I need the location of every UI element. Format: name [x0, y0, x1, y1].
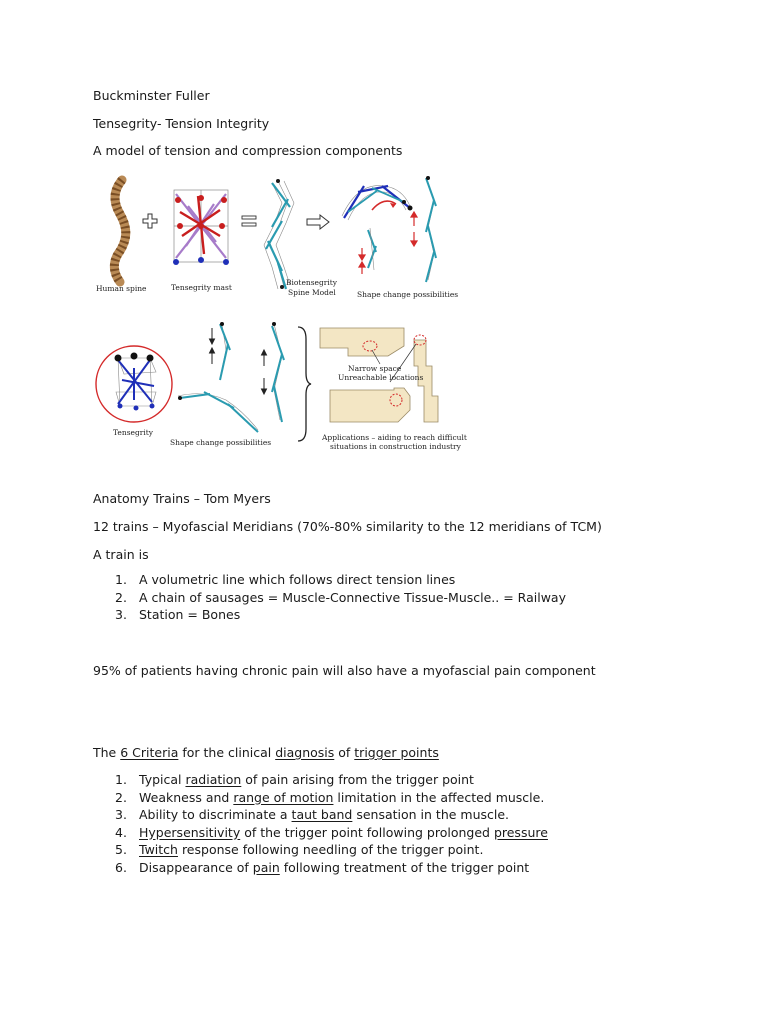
tensegrity-mast-illustration [168, 186, 234, 268]
list-underlined-term: pressure [493, 824, 548, 840]
caption-biotensegrity-1: Biotensegrity [286, 278, 338, 287]
criteria-heading-underlined: diagnosis [275, 745, 335, 760]
list-text: following treatment of the trigger point [279, 859, 530, 875]
list-underlined-term: Hypersensitivity [139, 824, 241, 840]
list-item [115, 771, 548, 789]
caption-biotensegrity-2: Spine Model [288, 288, 336, 297]
doc-line-tensegrity: Tensegrity- Tension Integrity [93, 116, 270, 131]
criteria-heading-text: The [93, 745, 121, 760]
list-item [115, 806, 548, 824]
equals-sign-icon [241, 214, 257, 228]
criteria-heading-text: for the clinical [178, 745, 276, 760]
caption-narrow-2: Unreachable locations [338, 373, 424, 382]
list-text: response following needling of the trigger point. [177, 842, 484, 857]
list-number: 3. [115, 607, 127, 622]
transform-arrow-icon [306, 214, 330, 230]
list-text: limitation in the affected muscle. [333, 789, 545, 805]
criteria-list [115, 771, 548, 876]
train-is-line: A train is [93, 547, 149, 562]
doc-line-model: A model of tension and compression components [93, 143, 403, 158]
list-text: Station = Bones [139, 607, 241, 622]
anatomy-trains-title: Anatomy Trains – Tom Myers [93, 491, 271, 506]
plus-sign-icon [143, 214, 157, 228]
list-number: 2. [115, 589, 127, 605]
curly-brace-icon [296, 325, 312, 443]
caption-applications-1: Applications – aiding to reach difficult [322, 433, 467, 442]
list-text: Typical [139, 772, 186, 787]
shape-change-top-illustration [338, 172, 444, 290]
list-text: of pain arising from the trigger point [241, 772, 474, 787]
caption-shape-change-top: Shape change possibilities [357, 290, 459, 299]
list-item [115, 841, 548, 859]
list-number: 1. [115, 572, 127, 587]
list-item [115, 571, 566, 589]
myofascial-meridians-line: 12 trains – Myofascial Meridians (70%-80% similarity to the 12 meridians of TCM) [93, 519, 602, 534]
caption-tensegrity-mast: Tensegrity mast [171, 283, 232, 292]
caption-narrow-1: Narrow space [348, 364, 402, 373]
shape-change-bottom-illustration [174, 320, 294, 438]
list-text: of the trigger point following prolonged [240, 824, 494, 840]
list-underlined-term: Twitch [139, 842, 178, 857]
human-spine-illustration [100, 178, 140, 283]
list-text: A chain of sausages = Muscle-Connective Tissue-Muscle.. = Railway [139, 589, 566, 605]
list-underlined-term: taut band [291, 807, 353, 822]
list-text: Disappearance of [139, 859, 253, 875]
criteria-heading-underlined: trigger points [354, 745, 439, 760]
caption-shape-change-bottom: Shape change possibilities [170, 438, 272, 447]
list-number: 5. [115, 842, 127, 857]
criteria-heading [93, 745, 439, 760]
list-text: Weakness and [139, 789, 234, 805]
list-number: 1. [115, 772, 127, 787]
list-item [115, 589, 566, 607]
criteria-heading-text: of [334, 745, 355, 760]
caption-applications-2: situations in construction industry [330, 442, 461, 451]
list-number: 6. [115, 859, 127, 875]
list-underlined-term: radiation [185, 772, 242, 787]
list-number: 3. [115, 807, 127, 822]
chronic-pain-statement: 95% of patients having chronic pain will also have a myofascial pain component [93, 663, 596, 678]
doc-line-author: Buckminster Fuller [93, 88, 210, 103]
list-item [115, 859, 548, 877]
list-item [115, 824, 548, 842]
criteria-heading-underlined: 6 Criteria [120, 745, 179, 760]
list-text: sensation in the muscle. [352, 807, 510, 822]
list-text: A volumetric line which follows direct tension lines [139, 572, 456, 587]
tensegrity-circle-illustration [94, 340, 174, 426]
list-underlined-term: pain [252, 859, 280, 875]
list-item [115, 789, 548, 807]
list-text: Ability to discriminate a [139, 807, 292, 822]
list-item [115, 606, 566, 624]
list-number: 4. [115, 824, 127, 840]
list-underlined-term: range of motion [233, 789, 334, 805]
caption-human-spine: Human spine [96, 284, 147, 293]
list-number: 2. [115, 789, 127, 805]
biotensegrity-spine-model [258, 177, 298, 292]
train-definition-list [115, 571, 566, 624]
caption-tensegrity: Tensegrity [113, 428, 154, 437]
